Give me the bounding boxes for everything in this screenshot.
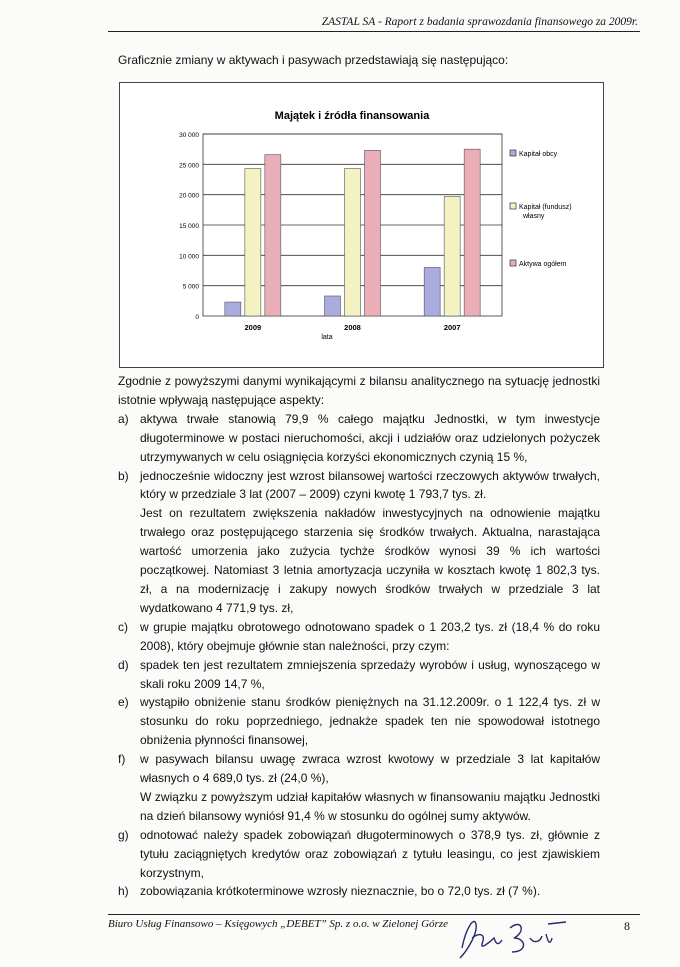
- list-item-text: W związku z powyższym udział kapitałów własnych w finansowaniu majątku Jednostki na dzień bilansowy wyniósł 91,4 % w stosunku do ogólnej sumy aktywów.: [140, 789, 600, 823]
- list-item: [118, 618, 600, 656]
- list-item-label: a): [118, 411, 129, 426]
- legend-swatch: [510, 203, 516, 209]
- list-item-label: e): [118, 695, 129, 710]
- list-item: [118, 467, 600, 618]
- list-item-text: jednocześnie widoczny jest wzrost bilansowej wartości rzeczowych aktywów trwałych, który w przedziale 3 lat (2007 – 2009) czyni kwotę 1 793,7 tys. zł.: [140, 468, 600, 502]
- legend-label: Kapitał (fundusz): [519, 204, 572, 211]
- list-item: [118, 750, 600, 826]
- list-item-text: aktywa trwałe stanowią 79,9 % całego majątku Jednostki, w tym inwestycje długoterminowe w postaci nieruchomości, akcji i udziałów oraz udzielonych pożyczek utrzymywanych w celu osiągnięcia korzyści ekonomicznych czynią 15 %,: [140, 411, 600, 464]
- legend-label: Kapitał obcy: [519, 151, 558, 158]
- list-item: [118, 826, 600, 883]
- bar-kapita-fundusz-w-asny-2009: [245, 169, 261, 316]
- list-item-text: wystąpiło obniżenie stanu środków pieniężnych na 31.12.2009r. o 1 122,4 tys. zł w stosunku do roku poprzedniego, jednakże spadek ten nie spowodował istotnego obniżenia płynności finansowej,: [140, 695, 600, 748]
- list-item-label: d): [118, 657, 129, 672]
- aspect-list: [118, 410, 600, 902]
- legend-swatch: [510, 260, 516, 266]
- chart-title: Majątek i źródła finansowania: [274, 110, 430, 122]
- x-tick-label: 2008: [344, 323, 361, 332]
- y-tick-label: 0: [195, 314, 199, 321]
- list-item: [118, 656, 600, 694]
- list-item-label: b): [118, 468, 129, 483]
- x-tick-label: 2007: [443, 323, 461, 332]
- list-item-text: zobowiązania krótkoterminowe wzrosły nieznacznie, bo o 72,0 tys. zł (7 %).: [140, 884, 541, 899]
- x-tick-label: 2009: [244, 323, 262, 332]
- y-tick-label: 25 000: [179, 162, 199, 170]
- y-tick-label: 15 000: [179, 223, 199, 230]
- legend-label: Aktywa ogółem: [519, 261, 567, 268]
- page-header: ZASTAL SA - Raport z badania sprawozdania finansowego za 2009r.: [321, 16, 638, 28]
- analysis-text: [118, 372, 600, 901]
- list-item: [118, 410, 600, 467]
- x-axis-label: lata: [321, 334, 333, 341]
- y-tick-label: 20 000: [179, 192, 199, 200]
- bar-kapita-obcy-2008: [325, 296, 341, 316]
- list-item-label: f): [118, 752, 126, 767]
- bar-kapita-fundusz-w-asny-2008: [345, 169, 361, 316]
- bar-aktywa-og-em-2007: [464, 149, 480, 316]
- bar-aktywa-og-em-2008: [365, 150, 381, 316]
- bar-chart: [120, 83, 603, 367]
- list-item-text: w pasywach bilansu uwagę zwraca wzrost kwotowy w przedziale 3 lat kapitałów własnych o 4 689,0 tys. zł (24,0 %),: [140, 752, 600, 786]
- list-item-label: h): [118, 884, 129, 899]
- bar-kapita-obcy-2009: [225, 302, 241, 316]
- y-tick-label: 10 000: [179, 253, 199, 261]
- bar-kapita-obcy-2007: [424, 267, 440, 316]
- legend-label: własny: [523, 213, 545, 220]
- list-item-text: w grupie majątku obrotowego odnotowano spadek o 1 203,2 tys. zł (18,4 % do roku 2008), który obejmuje głównie stan należności, przy czym:: [140, 619, 600, 653]
- list-item: [118, 882, 600, 901]
- page-footer: Biuro Usług Finansowo – Księgowych „DEBET” Sp. z o.o. w Zielonej Górze: [108, 918, 448, 930]
- y-tick-label: 30 000: [179, 132, 199, 139]
- legend-swatch: [510, 150, 516, 156]
- handwritten-signature: [452, 908, 572, 964]
- list-item-label: c): [118, 619, 128, 634]
- page-number: 8: [624, 919, 630, 933]
- summary-paragraph: Zgodnie z powyższymi danymi wynikającymi z bilansu analitycznego na sytuację jednostki istotnie wpływają następujące aspekty:: [118, 374, 600, 407]
- list-item-text: Jest on rezultatem zwiększenia nakładów inwestycyjnych na odnowienie majątku trwałego oraz postępującego starzenia się środków trwałych. Aktualna, narastająca wartość umorzenia jako zużycia tychże środków wynosi 39 % ich wartości początkowej. Natomiast 3 letnia amortyzacja uczyniła w kosztach kwotę 1 802,3 tys. zł, a na modernizację i zakupy nowych środków trwałych w przedziale 3 lat wydatkowano 4 771,9 tys. zł,: [140, 506, 600, 615]
- list-item-text: spadek ten jest rezultatem zmniejszenia sprzedaży wyrobów i usług, wynoszącego w skali roku 2009 14,7 %,: [140, 657, 600, 691]
- chart-container: [119, 82, 604, 368]
- header-rule: [108, 31, 640, 32]
- list-item: [118, 693, 600, 750]
- list-item-text: odnotować należy spadek zobowiązań długoterminowych o 378,9 tys. zł, głównie z tytułu zaciągniętych kredytów oraz zobowiązań z tytułu leasingu, co jest zjawiskiem korzystnym,: [140, 827, 600, 880]
- list-item-label: g): [118, 827, 129, 842]
- intro-text: Graficznie zmiany w aktywach i pasywach przedstawiają się następująco:: [118, 53, 509, 67]
- bar-aktywa-og-em-2009: [265, 155, 281, 316]
- bar-kapita-fundusz-w-asny-2007: [444, 196, 460, 316]
- y-tick-label: 5 000: [182, 283, 199, 291]
